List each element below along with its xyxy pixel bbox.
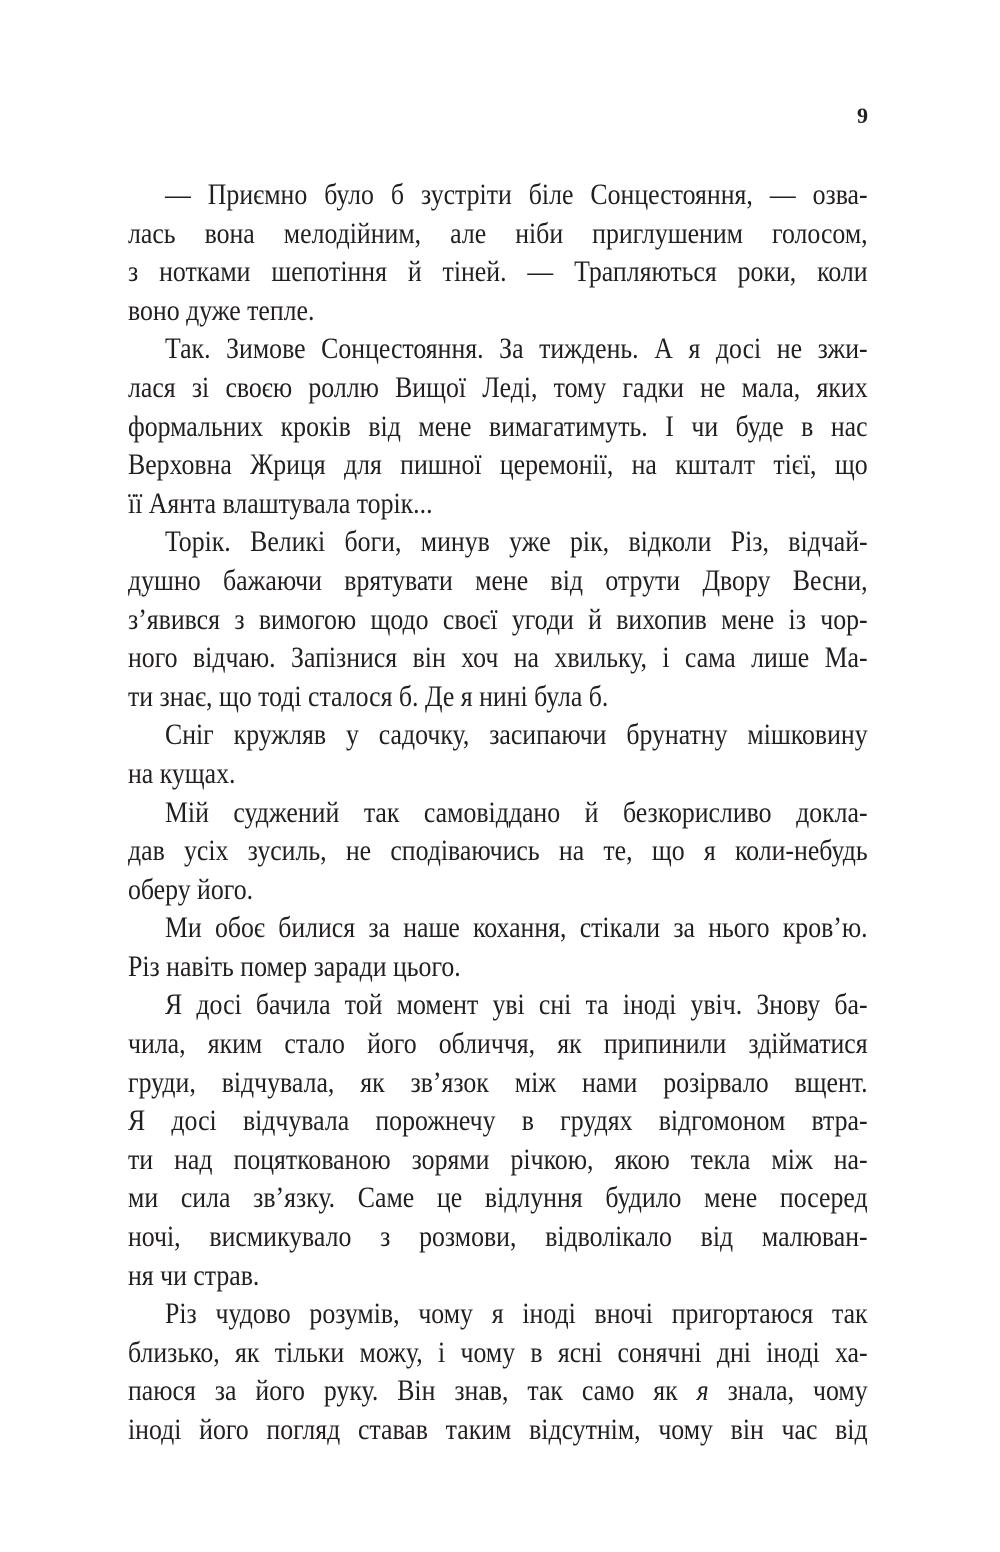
text-line: — Приємно було б зустріти біле Сонцестояння, — озва- xyxy=(164,178,868,211)
text-line xyxy=(128,1372,868,1411)
text-line: груди, відчувала, як зв’язок між нами розірвало вщент. xyxy=(128,1065,868,1099)
text-line: лася зі своєю роллю Вищої Леді, тому гадки не мала, яких xyxy=(128,370,868,404)
paragraph-1 xyxy=(128,176,868,330)
paragraph-4 xyxy=(128,716,868,793)
text-line: ночі, висмикувало з розмови, відволікало від малюван- xyxy=(128,1220,868,1254)
text-line: Верховна Жриця для пишної церемонії, на кшталт тієї, що xyxy=(128,448,868,482)
text-line: ня чи страв. xyxy=(128,1258,260,1292)
text-line: з нотками шепотіння й тіней. — Трапляються роки, коли xyxy=(128,255,868,289)
paragraph-3 xyxy=(128,523,868,716)
text-line: Різ навіть помер заради цього. xyxy=(128,949,461,983)
text-line: воно дуже тепле. xyxy=(128,293,315,327)
text-line: на кущах. xyxy=(128,756,236,790)
text-line: Так. Зимове Сонцестояння. За тиждень. А я досі не зжи- xyxy=(164,332,868,366)
text-line: ми сила зв’язку. Саме це відлуння будило мене посеред xyxy=(128,1181,868,1215)
text-line: з’явився з вимогою щодо своєї угоди й вихопив мене із чор- xyxy=(128,602,868,636)
paragraph-8 xyxy=(128,1295,868,1449)
text-line: ти знає, що тоді сталося б. Де я нині була б. xyxy=(128,679,609,713)
text-line: душно бажаючи врятувати мене від отрути Двору Весни, xyxy=(128,563,868,597)
text-line: оберу його. xyxy=(128,872,254,906)
text-line: Я досі бачила той момент уві сні та іноді увіч. Знову ба- xyxy=(164,988,868,1022)
text-line: ного відчаю. Запізнися він хоч на хвильку, і сама лише Ма- xyxy=(128,641,868,675)
paragraph-7 xyxy=(128,986,868,1295)
text-line: лась вона мелодійним, але ніби приглушеним голосом, xyxy=(128,216,868,250)
text-line: формальних кроків від мене вимагатимуть. І чи буде в нас xyxy=(128,409,868,443)
text-line: іноді його погляд ставав таким відсутнім, чому він час від xyxy=(128,1413,868,1446)
text-line: Мій суджений так самовіддано й безкорисливо докла- xyxy=(164,795,868,829)
text-line: Ми обоє билися за наше кохання, стікали за нього кров’ю. xyxy=(164,911,868,945)
text-line: Різ чудово розумів, чому я іноді вночі пригортаюся так xyxy=(164,1297,868,1331)
text-line: її Аянта влаштувала торік... xyxy=(128,486,433,520)
text-line: Я досі відчувала порожнечу в грудях відгомоном втра- xyxy=(128,1104,868,1138)
text-line: Сніг кружляв у садочку, засипаючи брунатну мішковину xyxy=(164,718,868,752)
mixed-line: паюся за його руку. Він знав, так само як я знала, чому xyxy=(128,1374,868,1408)
paragraph-5 xyxy=(128,794,868,910)
text-line: близько, як тільки можу, і чому в ясні сонячні дні іноді ха- xyxy=(128,1335,868,1369)
text-line: чила, яким стало його обличчя, як припинили здійматися xyxy=(128,1027,868,1061)
paragraph-6 xyxy=(128,909,868,986)
text-line: Торік. Великі боги, минув уже рік, відколи Різ, відчай- xyxy=(164,525,868,559)
text-line: дав усіх зусиль, не сподіваючись на те, що я коли-небудь xyxy=(128,834,868,868)
body-text xyxy=(128,176,868,1450)
italic-emphasis: я xyxy=(696,1374,709,1408)
page-number: 9 xyxy=(857,103,868,128)
text-line: ти над поцяткованою зорями річкою, якою текла між на- xyxy=(128,1142,868,1176)
paragraph-2 xyxy=(128,330,868,523)
